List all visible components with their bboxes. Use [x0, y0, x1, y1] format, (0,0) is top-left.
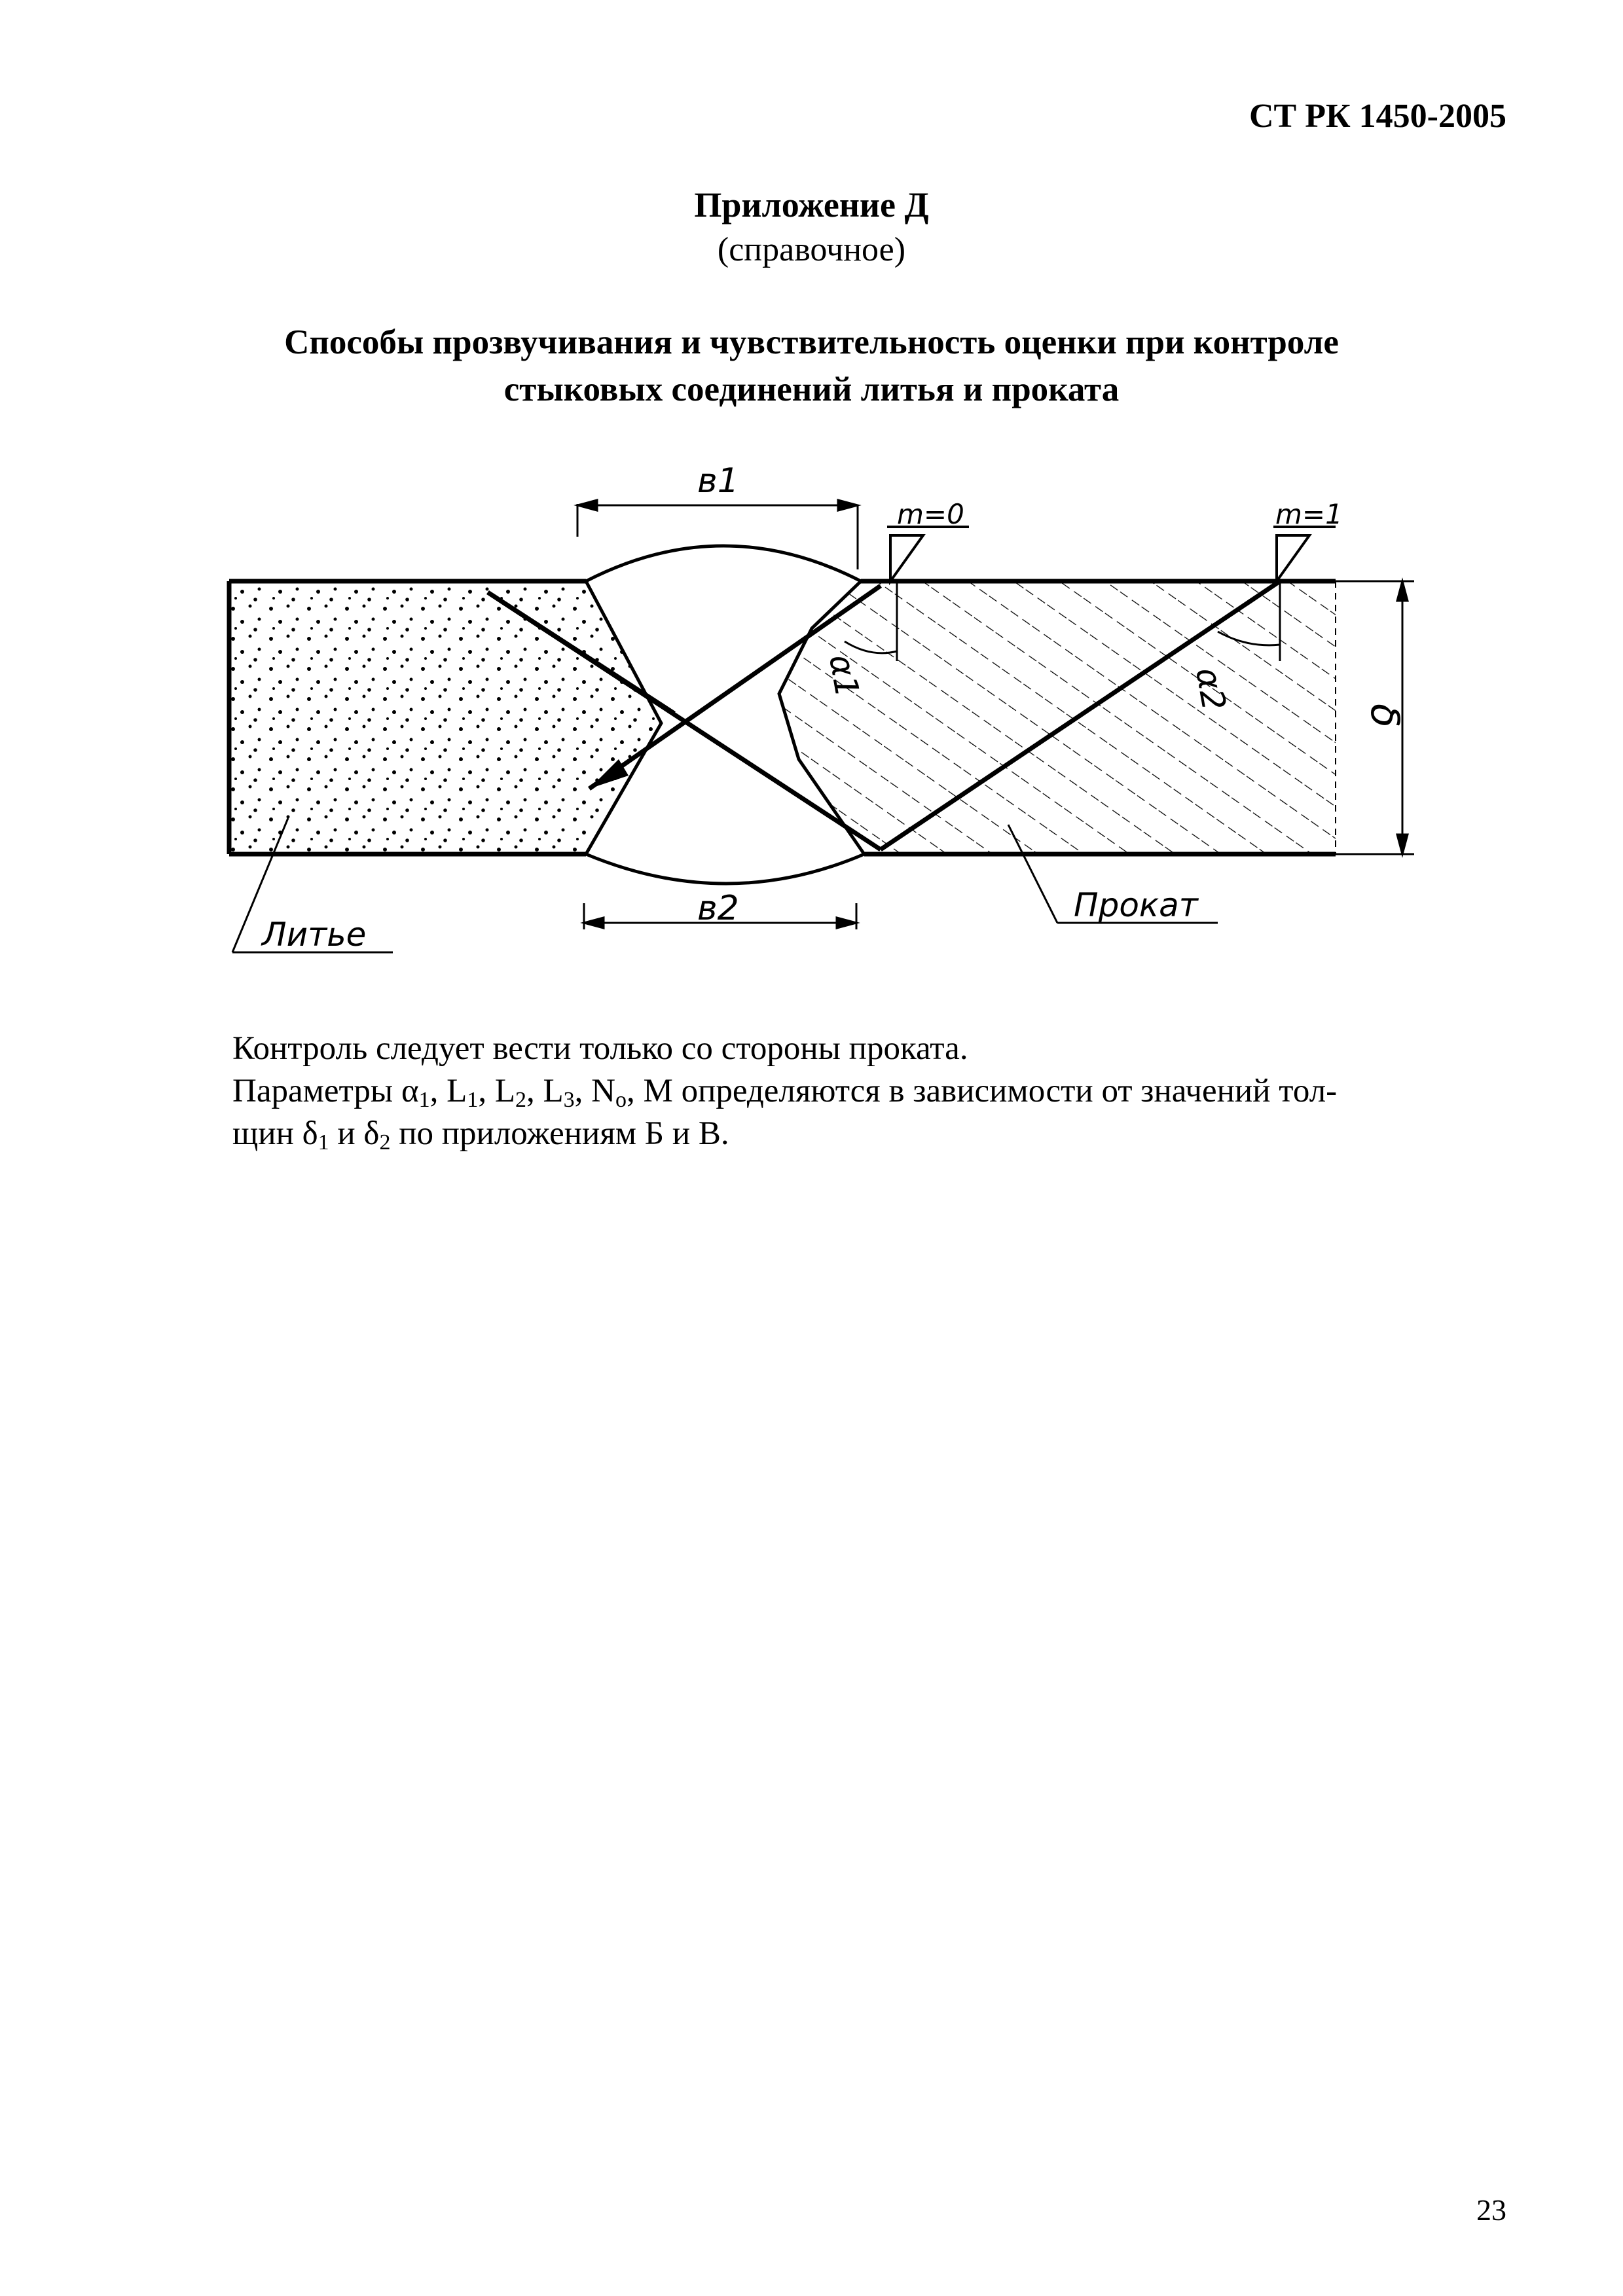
dimension-b1 [577, 500, 858, 569]
paragraph-1: Контроль следует вести только со стороны проката. [232, 1030, 968, 1067]
paragraph-2: Параметры $\alpha_1$, $L_1$, $L_2$, $L_3$, $N_o$, M определяются в зависимости от значений тол- [232, 1073, 1338, 1112]
paragraph-3: щин $\delta_1$ и $\delta_2$ по приложениям Б и В. [232, 1115, 729, 1155]
label-m0: m=0 [897, 498, 964, 530]
label-alpha2: α2 [1188, 664, 1233, 713]
rolled-region [753, 581, 1342, 854]
appendix-title: Приложение Д [694, 185, 929, 224]
label-m1: m=1 [1275, 498, 1343, 530]
label-delta: δ [1362, 704, 1408, 728]
label-b1: в1 [697, 461, 739, 501]
probe-markers [887, 527, 1336, 581]
page-number: 23 [1476, 2193, 1506, 2227]
casting-region [229, 581, 687, 854]
label-alpha1: α1 [822, 651, 867, 700]
appendix-subtitle: (справочное) [717, 231, 906, 268]
document-code: СТ РК 1450-2005 [1249, 98, 1506, 135]
heading-line-2: стыковых соединений литья и проката [503, 370, 1120, 408]
label-rolled: Прокат [1074, 886, 1198, 924]
heading-line-1: Способы прозвучивания и чувствительность оценки при контроле [284, 323, 1339, 361]
label-b2: в2 [697, 889, 739, 928]
label-casting: Литье [262, 916, 367, 954]
weld-figure [0, 0, 1623, 982]
